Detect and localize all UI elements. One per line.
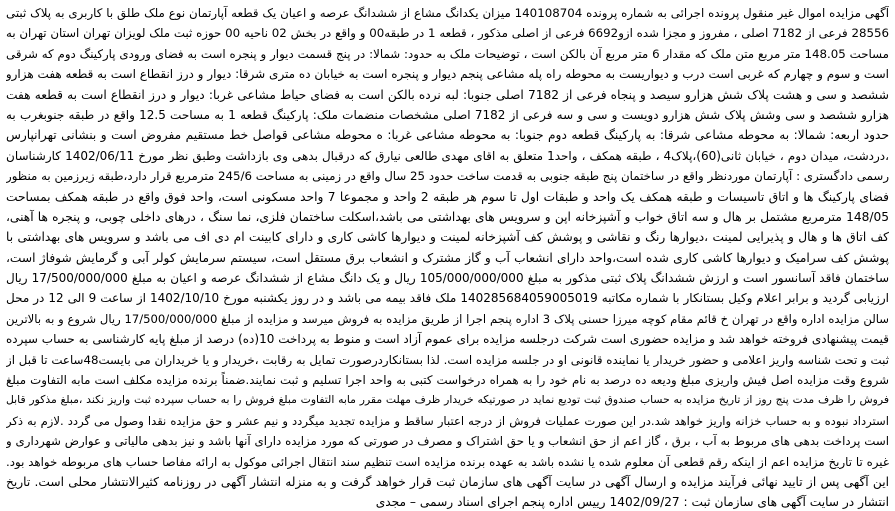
notice-line-17: قیمت پیشنهادی فروخته خواهد شد و مزایده حضوری است شرکت درجلسه مزایده برای عموم آزاد است و منوط به پرداخت 10(ده) درصد از مبلغ پایه کارشناسی به حساب سپرده bbox=[6, 332, 889, 347]
notice-line-5: ششصد و سی و هشت پلاک شش هزارو سیصد و پنجاه فرعی از 7182 اصلی جنوبا: لبه نرده بالکن است به فضای حیاط مشاعی غربا: دیوار و درز انقطاع است به قطعه هفت bbox=[6, 87, 889, 102]
notice-line-11: 148/05 مترمربع مشتمل بر هال و سه اتاق خواب و آشپزخانه اپن و سرویس های بهداشتی می باشد،اسکلت ساختمان فلزی، نما سنگ ، درهای داخلی چوبی، و پنجره ها آهنی، bbox=[6, 209, 889, 224]
notice-line-25: انتشار در سایت آگهی های سازمان ثبت : 1402/09/27 رییس اداره پنجم اجرای اسناد رسمی – مجدی bbox=[375, 495, 889, 510]
notice-line-10: فضای پارکینگ ها و اتاق تاسیسات و طبقه همکف یک واحد و طبقات اول تا سوم هر طبقه 2 واحد و مجموعا 7 واحد مسکونی است، واحد فوق واقع در طبقه همکف بمساحت bbox=[6, 189, 889, 204]
notice-line-23: غیره تا تاریخ مزایده اعم از اینکه رقم قطعی آن معلوم شده یا نشده باشد به عهده برنده مزایده است تنظیم سند انتقال اجرائی موکول به ارائه مفاصا حساب های مربوطه خواهد بود. bbox=[6, 454, 889, 469]
notice-line-22: است پرداخت بدهی های مربوط به آب ، برق ، گاز اعم از حق انشعاب و یا حق اشتراک و مصرف در صورتی که مورد مزایده دارای آنها باشد و نیز بدهی مالیاتی و عوارض شهرداری و bbox=[6, 434, 889, 449]
notice-line-20: فروش را ظرف مدت پنج روز از تاریخ مزایده به حساب صندوق ثبت تودیع نماید در صورتیکه خریدار ظرف مهلت مقرر مابه التفاوت مبلغ فروش را به حساب سپرده ثبت واریز نکند ،مبلغ مذکور قابل bbox=[6, 393, 889, 407]
notice-line-8: ،دردشت، میدان دوم ، خیابان ثانی(60)،پلاک4 ، طبقه همکف ، واحد1 متعلق به اقای مهدی طالعی نیارق که درقبال بدهی وی بازداشت وطبق نظر مورخ 1402/06/11 کارشناسان bbox=[6, 148, 889, 163]
notice-line-1: آگهی مزایده اموال غیر منقول پرونده اجرائی به شماره پرونده 140108704 میزان یکدانگ مشاع از ششدانگ عرصه و اعیان یک قطعه آپارتمان نوع ملک طلق با کاربری به پلاک ثبتی bbox=[6, 6, 889, 20]
notice-line-3: مساحت 148.05 متر مربع متن ملک که مقدار 6 متر مربع آن بالکن است ، توضیحات ملک به حدود: شمالا: در پنج قسمت دیوار و پنجره است به فضای ورودی پارکینگ دوم که شرقی bbox=[6, 46, 889, 61]
notice-line-19: شروع وقت مزایده اصل فیش واریزی مبلغ ودیعه ده درصد به نام خود را به همراه درخواست کتبی به واحد اجرا تسلیم و ثبت نمایند.ضمناً برنده مزایده مکلف است مابه التفاوت مبلغ bbox=[6, 373, 889, 388]
notice-line-16: سالن مزایده اداره واقع در تهران خ قائم مقام کوچه میرزا حسنی پلاک 3 اداره پنجم اجرا از طریق مزایده به فروش میرسد و مزایده از مبلغ 17/500/000/000 ریال شروع و به بالاترین bbox=[6, 311, 889, 326]
notice-line-24: این آگهی پس از تایید نهائی فرآیند مزایده و ارسال آگهی در سایت آگهی های سازمان ثبت قرار خواهد گرفت و به منزله انتشار آگهی در روزنامه کثیرالانتشار محلی است. تاریخ bbox=[6, 474, 889, 489]
notice-line-7: حدود اربعه: شمالا: به محوطه مشاعی شرقا: به پارکینگ قطعه دوم جنوبا: به محوطه مشاعی غربا: ه محوطه مشاعی قواصل خط مستقیم مفروض است و بنشانی تهرانپارس bbox=[6, 128, 889, 143]
notice-line-18: ثبت و تحت شناسه واریز اعلامی و حضور خریدار یا نماینده قانونی او در جلسه مزایده است. لذا بستانکاردرصورت تمایل به رقابت ،خریدار و یا خریداران می بایست48ساعت تا قبل از bbox=[6, 352, 889, 367]
notice-line-15: ارزیابی گردید و برابر اعلام وکیل بستانکار با شماره مکاتبه 140285684059005019 ملک فاقد بیمه می باشد و در روز یکشنبه مورخ 1402/10/10 از ساعت 9 الی 12 در محل bbox=[6, 291, 889, 306]
notice-line-2: 28556 فرعی از 7182 اصلی ، مفروز و مجزا شده ازو6692 فرعی از اصلی مذکور ، قطعه 1 در طبقه00 و واقع در بخش 02 ناحیه 00 حوزه ثبت ملک لویزان تهران استان تهران به bbox=[6, 26, 889, 41]
notice-line-4: است و سوم و چهارم که غربی است درب و دیواریست به محوطه راه پله مشاعی پنجم دیوار و پنجره است به خیابان ده متری شرقا: دیوار و درز انقطاع است به قطعه هفت هزارو bbox=[6, 67, 889, 82]
notice-line-6: هزارو ششصد و سی وشش پلاک شش هزارو دویست و سی و سه فرعی از 7182 اصلی مشخصات منضمات ملک: پارکینگ قطعه 1 به مساحت 12.5 واقع در طبقه جنوبغرب به bbox=[6, 107, 889, 122]
notice-line-9: رسمی دادگستری : آپارتمان موردنظر واقع در ساختمان پنج طبقه جنوبی به قدمت ساخت حدود 25 سال واقع در زمینی به مساحت 245/6 مترمربع قرار دارد،طبقه زیرزمین به منظور bbox=[6, 169, 889, 184]
notice-line-12: کف اتاق ها و هال و پذیرایی لمینت ،دیوارها رنگ و نقاشی و پوشش کف آشپزخانه لمینت و دیوارها کاشی کاری و دارای کابینت ام دی اف می باشد و سرویس های بهداشتی با bbox=[6, 230, 889, 245]
notice-line-13: پوشش کف سرامیک و دیوارها کاشی کاری شده است،واحد دارای انشعاب آب و گاز مشترک و انشعاب برق مستقل است، سیستم سرمایش کولر آبی و گرمایش شوفاژ است، bbox=[6, 250, 889, 265]
notice-line-14: ساختمان فاقد آسانسور است و ارزش ششدانگ پلاک ثبتی مذکور به مبلغ 105/000/000/000 ریال و یک دانگ مشاع از ششدانگ عرصه و اعیان به مبلغ 17/500/000/000 ریال bbox=[6, 271, 889, 286]
notice-line-21: استرداد نبوده و به حساب خزانه واریز خواهد شد.در این صورت عملیات فروش از درجه اعتبار ساقط و مزایده تجدید میگردد و نیم عشر و حق مزایده نقدا وصول می گردد .لازم به ذکر bbox=[6, 413, 889, 428]
